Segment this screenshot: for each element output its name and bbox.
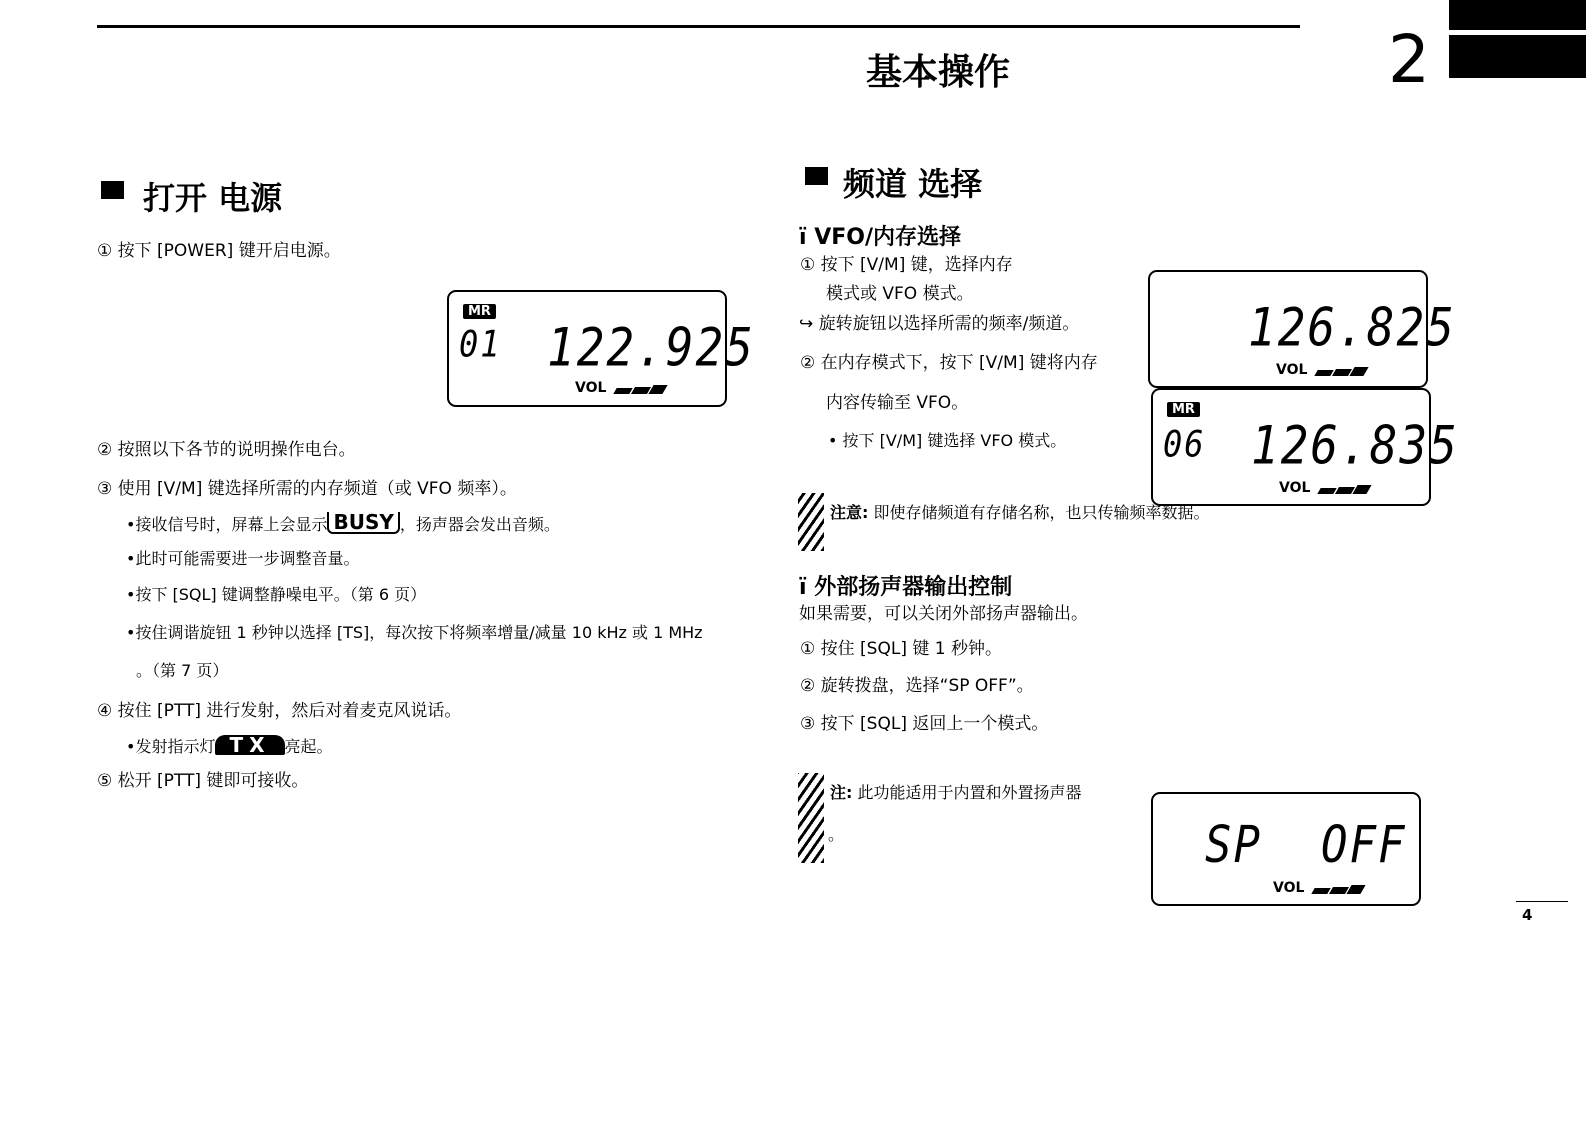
lcd-off-text: OFF	[1321, 816, 1407, 875]
step-select-channel: ③ 使用 [V/M] 键选择所需的内存频道（或 VFO 频率）。	[97, 479, 517, 499]
vol-bar	[1317, 488, 1336, 494]
section-bullet-square	[805, 167, 828, 185]
note-label: 注意:	[830, 503, 869, 522]
page-number: 4	[1522, 906, 1533, 924]
note-hatch-icon	[798, 493, 824, 551]
chapter-number: 2	[1388, 21, 1430, 98]
header-rule	[97, 25, 1300, 28]
mr-badge: MR	[463, 304, 496, 319]
vol-label: VOL	[1273, 880, 1305, 896]
bullet-busy	[126, 512, 560, 536]
step-vm-select: ① 按下 [V/M] 键，选择内存	[800, 255, 1013, 275]
bullet-sql: •按下 [SQL] 键调整静噪电平。（第 6 页）	[126, 585, 427, 604]
note-transfer	[830, 502, 1210, 524]
note-text: 即使存储频道有存储名称，也只传输频率数据。	[873, 503, 1210, 522]
vol-label: VOL	[1276, 362, 1308, 378]
section-title-power: 打开 电源	[143, 179, 283, 217]
note-label: 注:	[830, 783, 853, 802]
note-speaker	[830, 782, 1082, 804]
lcd-channel: 01	[459, 322, 502, 366]
chapter-title: 基本操作	[866, 52, 1011, 93]
bullet-tx-post: 亮起。	[284, 737, 333, 756]
subsection-speaker-control: ï 外部扬声器输出控制	[799, 575, 1013, 600]
bullet-tx-pre: •发射指示灯	[126, 737, 216, 756]
note-text: 此功能适用于内置和外置扬声器	[857, 783, 1082, 802]
step-rotate-knob: ↪ 旋转旋钮以选择所需的频率/频道。	[799, 314, 1080, 334]
chapter-tab	[1449, 35, 1586, 78]
step-transfer-vfo-cont: 内容传输至 VFO。	[826, 393, 969, 413]
vol-bar	[1346, 885, 1365, 894]
bullet-tx	[126, 735, 333, 758]
lcd-sp-text: SP	[1205, 816, 1262, 875]
vol-bar	[648, 385, 667, 394]
lcd-display-mr	[447, 290, 755, 407]
step-operate: ② 按照以下各节的说明操作电台。	[97, 440, 356, 460]
vol-label: VOL	[575, 380, 607, 396]
vol-label: VOL	[1279, 480, 1311, 496]
vol-bar	[613, 388, 632, 394]
bullet-ts-cont: 。（第 7 页）	[136, 661, 229, 680]
bullet-volume: •此时可能需要进一步调整音量。	[126, 549, 360, 568]
lcd-frequency: 126.835	[1251, 414, 1459, 477]
step-hold-sql: ① 按住 [SQL] 键 1 秒钟。	[800, 639, 1002, 659]
step-release-ptt: ⑤ 松开 [PTT] 键即可接收。	[97, 771, 309, 791]
speaker-intro: 如果需要，可以关闭外部扬声器输出。	[799, 604, 1088, 624]
lcd-channel: 06	[1163, 422, 1206, 466]
step-power: ① 按下 [POWER] 键开启电源。	[97, 241, 341, 261]
note-speaker-cont: 。	[828, 825, 845, 844]
bullet-busy-pre: •接收信号时，屏幕上会显示	[126, 515, 328, 534]
busy-indicator: BUSY	[327, 512, 399, 534]
lcd-display-sp-off	[1151, 792, 1421, 906]
tx-indicator: TX	[215, 735, 284, 755]
vol-bar	[1311, 888, 1330, 894]
lcd-display-vfo	[1148, 270, 1456, 388]
page-number-rule	[1516, 901, 1568, 902]
section-title-channel: 频道 选择	[843, 165, 983, 203]
note-hatch-icon	[798, 773, 824, 863]
step-rotate-dial: ② 旋转拨盘，选择“SP OFF”。	[800, 676, 1034, 696]
subsection-vfo-memory: ï VFO/内存选择	[799, 225, 961, 250]
bullet-busy-post: ，扬声器会发出音频。	[399, 515, 560, 534]
vol-bar	[1314, 370, 1333, 376]
lcd-frequency: 122.925	[547, 316, 755, 379]
step-return: ③ 按下 [SQL] 返回上一个模式。	[800, 714, 1049, 734]
step-ptt: ④ 按住 [PTT] 进行发射，然后对着麦克风说话。	[97, 701, 462, 721]
step-vm-select-cont: 模式或 VFO 模式。	[826, 284, 974, 304]
lcd-frequency: 126.825	[1248, 296, 1456, 359]
vol-bar	[1352, 485, 1371, 494]
section-bullet-square	[101, 181, 124, 199]
step-transfer-vfo: ② 在内存模式下，按下 [V/M] 键将内存	[800, 353, 1098, 373]
bullet-vfo-mode: • 按下 [V/M] 键选择 VFO 模式。	[828, 431, 1067, 450]
chapter-tab-top	[1449, 0, 1586, 30]
vol-bar	[1349, 367, 1368, 376]
bullet-ts: •按住调谐旋钮 1 秒钟以选择 [TS]，每次按下将频率增量/减量 10 kHz 或 1 MHz	[126, 623, 703, 642]
lcd-display-memory	[1151, 388, 1459, 506]
mr-badge: MR	[1167, 402, 1200, 417]
